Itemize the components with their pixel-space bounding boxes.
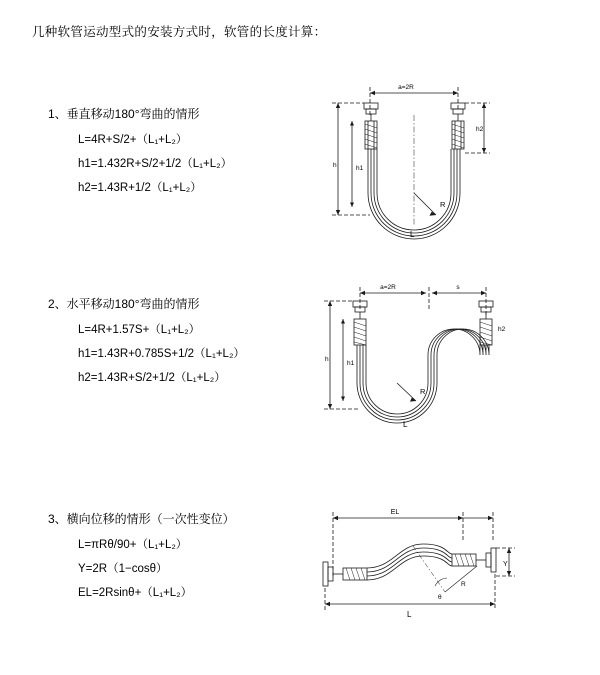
fig1-radius-label: R — [440, 200, 446, 209]
fig3-radius-label: R — [461, 581, 466, 588]
section-3-formula-1: L=πRθ/90+（L₁+L₂） — [78, 539, 188, 551]
section-3-formula-3: EL=2Rsinθ+（L₁+L₂） — [78, 587, 193, 599]
section-3-title: 3、横向位移的情形（一次性变位） — [48, 512, 235, 526]
section-1-formula-3: h2=1.43R+1/2（L₁+L₂） — [78, 182, 202, 194]
fig2-top-dim-label: a=2R — [380, 284, 396, 291]
section-1-formula-2: h1=1.432R+S/2+1/2（L₁+L₂） — [78, 158, 233, 170]
section-1-text — [48, 105, 308, 195]
fig1-length-label: L — [410, 230, 415, 239]
section-3-formula-2: Y=2R（1−cosθ） — [78, 563, 168, 575]
fig1-sub1-label: h1 — [356, 165, 364, 172]
section-2-formula-1: L=4R+1.57S+（L₁+L₂） — [78, 324, 201, 336]
fig2-radius-label: R — [420, 387, 426, 396]
figure-horizontal-180 — [308, 275, 518, 460]
section-lateral-offset — [0, 510, 600, 660]
section-1-title: 1、垂直移动180°弯曲的情形 — [48, 107, 200, 121]
lateral-offset-diagram — [295, 500, 525, 640]
figure-lateral-offset — [295, 500, 525, 645]
section-2-title: 2、水平移动180°弯曲的情形 — [48, 297, 200, 311]
fig2-height-label: h — [325, 356, 329, 363]
fig2-sub2-label: h2 — [498, 326, 506, 333]
section-horizontal-180 — [0, 284, 600, 470]
fig3-length-label: L — [407, 610, 412, 619]
fig1-sub2-label: h2 — [476, 126, 484, 133]
fig2-sub1-label: h1 — [347, 360, 355, 367]
fig1-top-dim-label: a=2R — [398, 84, 414, 91]
section-3-text — [48, 510, 308, 600]
fig3-angle-label: θ — [438, 594, 442, 601]
section-vertical-180 — [0, 84, 600, 280]
section-2-text — [48, 295, 308, 385]
fig3-offset-label: Y — [503, 561, 508, 568]
horizontal-180-bend-diagram — [308, 275, 518, 455]
figure-vertical-180 — [308, 75, 508, 280]
fig2-length-label: L — [403, 420, 408, 429]
section-2-formula-3: h2=1.43R+S/2+1/2（L₁+L₂） — [78, 372, 226, 384]
vertical-180-bend-diagram — [308, 75, 508, 275]
fig2-top-dim2-label: s — [456, 284, 460, 291]
section-1-formula-1: L=4R+S/2+（L₁+L₂） — [78, 134, 188, 146]
intro-text: 几种软管运动型式的安装方式时，软管的长度计算： — [32, 25, 327, 39]
fig1-height-label: h — [333, 162, 337, 169]
section-2-formula-2: h1=1.43R+0.785S+1/2（L₁+L₂） — [78, 348, 245, 360]
fig3-top-dim-label: EL — [390, 509, 400, 516]
